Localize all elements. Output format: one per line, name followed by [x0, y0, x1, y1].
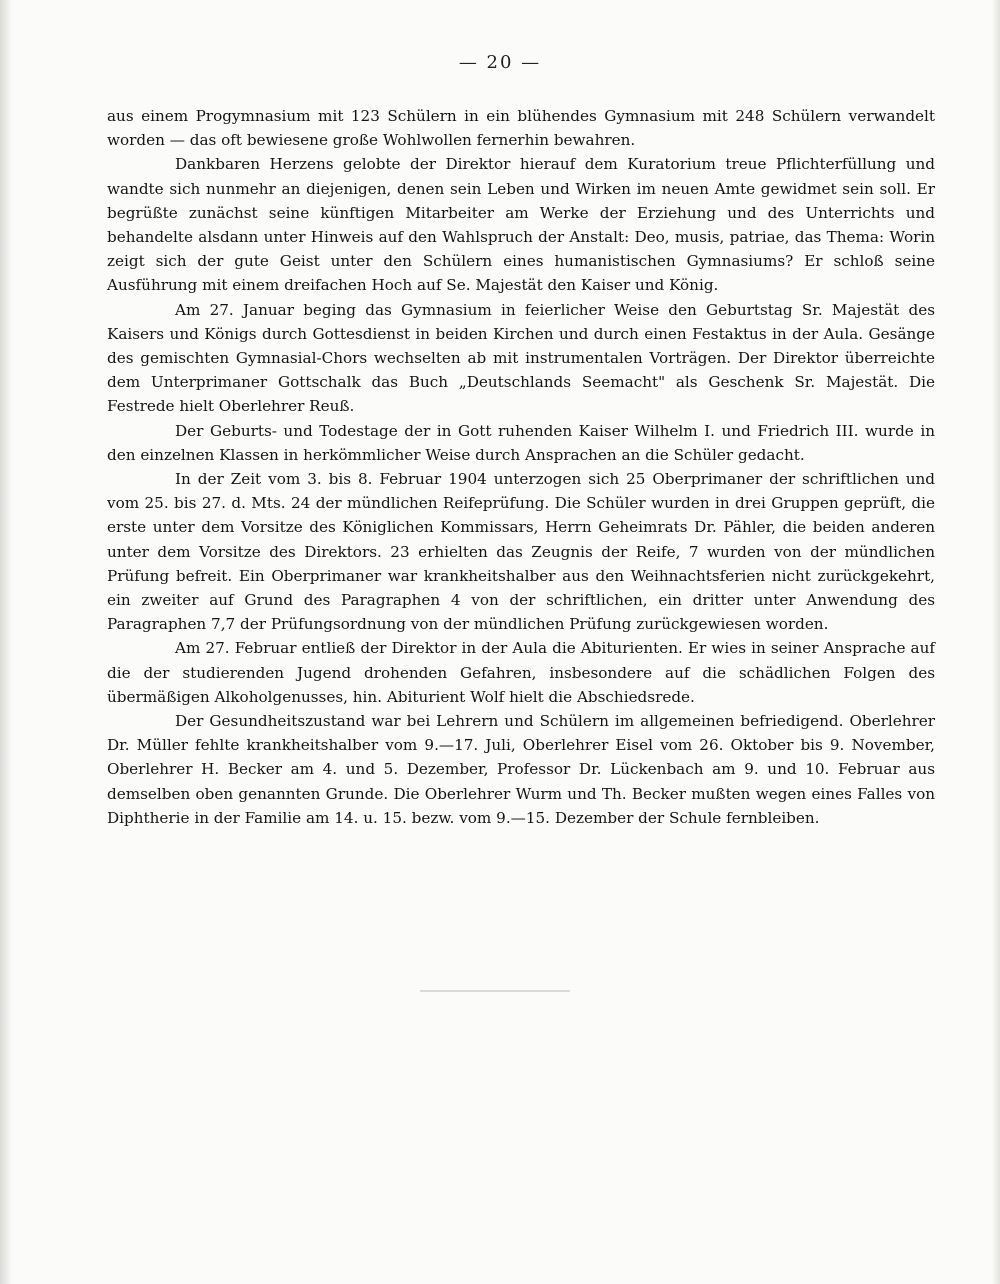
page-number: — 20 —	[458, 52, 542, 73]
page-edge-right	[992, 0, 1000, 1284]
page-edge-left	[0, 0, 12, 1284]
paragraph-continuation: aus einem Progymnasium mit 123 Schülern in ein blühendes Gymnasium mit 248 Schülern verwandelt worden — das oft bewiesene große Wohlwollen fernerhin bewahren.	[107, 107, 935, 150]
bleed-through-shadow	[90, 880, 950, 1210]
body-text	[107, 104, 935, 830]
paragraph-graduation: Am 27. Februar entließ der Direktor in der Aula die Abiturienten. Er wies in seiner Ansprache auf die der studierenden Jugend drohenden Gefahren, insbesondere auf die schädlichen Folgen des übermäßigen Alkoholgenusses, hin. Abiturient Wolf hielt die Abschiedsrede.	[107, 639, 935, 706]
bleed-through-rule	[420, 990, 570, 992]
paragraph-health: Der Gesundheitszustand war bei Lehrern und Schülern im allgemeinen befriedigend. Oberlehrer Dr. Müller fehlte krankheitshalber vom 9.—17. Juli, Oberlehrer Eisel vom 26. Oktober bis 9. November, Oberlehrer H. Becker am 4. und 5. Dezember, Professor Dr. Lückenbach am 9. und 10. Februar aus demselben oben genannten Grunde. Die Oberlehrer Wurm und Th. Becker mußten wegen eines Falles von Diphtherie in der Familie am 14. u. 15. bezw. vom 9.—15. Dezember der Schule fernbleiben.	[107, 712, 935, 827]
paragraph-memorial-days: Der Geburts- und Todestage der in Gott ruhenden Kaiser Wilhelm I. und Friedrich III. wurde in den einzelnen Klassen in herkömmlicher Weise durch Ansprachen an die Schüler gedacht.	[107, 421, 935, 464]
paragraph-exams: In der Zeit vom 3. bis 8. Februar 1904 unterzogen sich 25 Oberprimaner der schriftlichen und vom 25. bis 27. d. Mts. 24 der mündlichen Reifeprüfung. Die Schüler wurden in drei Gruppen geprüft, die erste unter dem Vorsitze des Königlichen Kommissars, Herrn Geheimrats Dr. Pähler, die beiden anderen unter dem Vorsitze des Direktors. 23 erhielten das Zeugnis der Reife, 7 wurden von der mündlichen Prüfung befreit. Ein Oberprimaner war krankheitshalber aus den Weihnachtsferien nicht zurückgekehrt, ein zweiter auf Grund des Paragraphen 4 von der schriftlichen, ein dritter unter Anwendung des Paragraphen 7,7 der Prüfungsordnung von der mündlichen Prüfung zurückgewiesen worden.	[107, 470, 935, 634]
paragraph-kaiser-birthday: Am 27. Januar beging das Gymnasium in feierlicher Weise den Geburtstag Sr. Majestät des Kaisers und Königs durch Gottesdienst in beiden Kirchen und durch einen Festaktus in der Aula. Gesänge des gemischten Gymnasial-Chors wechselten ab mit instrumentalen Vorträgen. Der Direktor überreichte dem Unterprimaner Gottschalk das Buch „Deutschlands Seemacht" als Geschenk Sr. Majestät. Die Festrede hielt Oberlehrer Reuß.	[107, 300, 935, 416]
paragraph-director-vow: Dankbaren Herzens gelobte der Direktor hierauf dem Kuratorium treue Pflichterfüllung und wandte sich nunmehr an diejenigen, denen sein Leben und Wirken im neuen Amte gewidmet sein soll. Er begrüßte zunächst seine künftigen Mitarbeiter am Werke der Erziehung und des Unterrichts und behandelte alsdann unter Hinweis auf den Wahlspruch der Anstalt: Deo, musis, patriae, das Thema: Worin zeigt sich der gute Geist unter den Schülern eines humanistischen Gymnasiums? Er schloß seine Ausführung mit einem dreifachen Hoch auf Se. Majestät den Kaiser und König.	[107, 155, 935, 295]
